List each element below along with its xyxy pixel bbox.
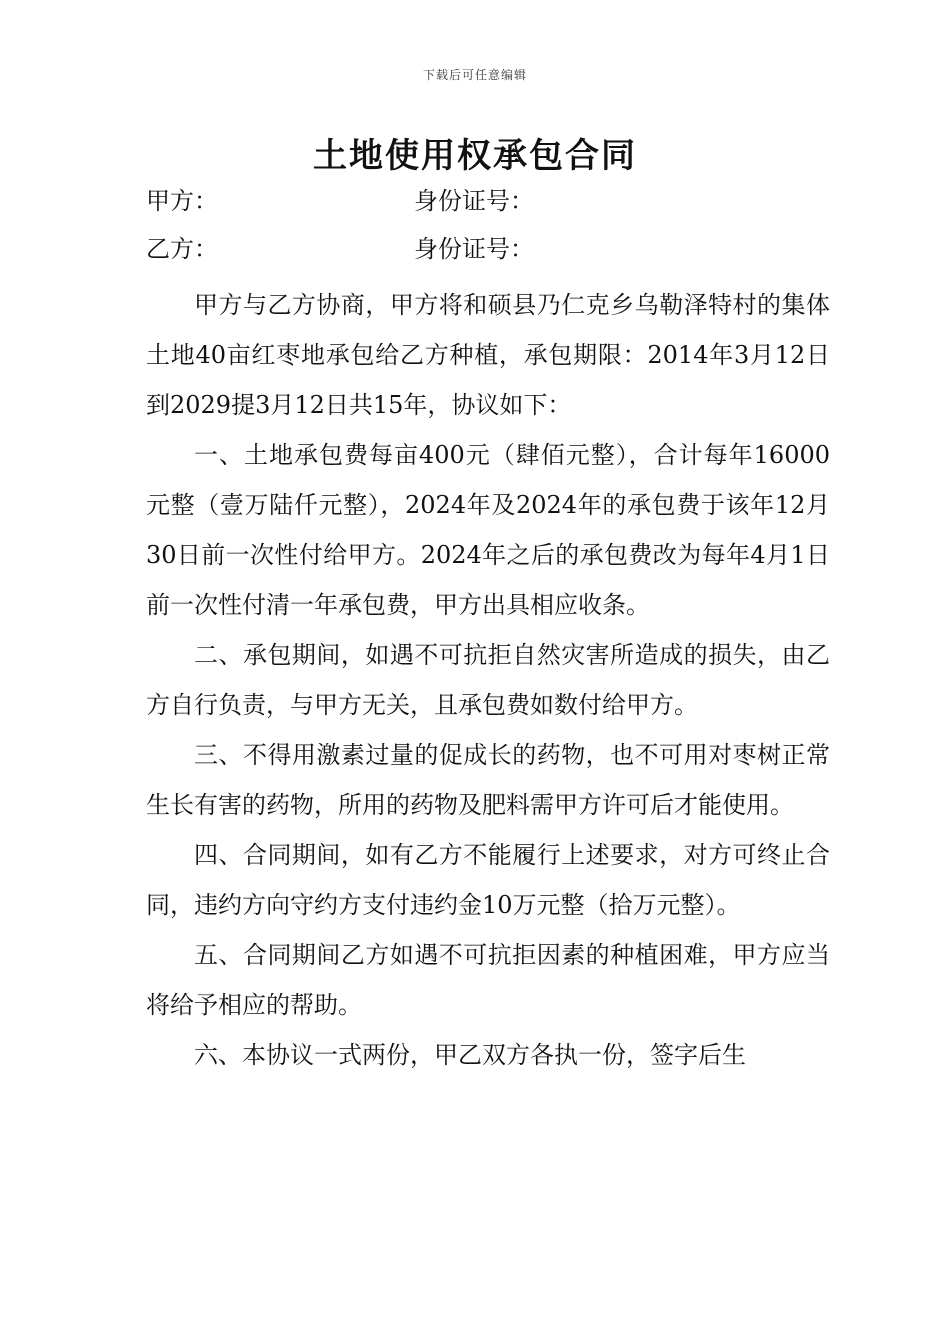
header-note: 下载后可任意编辑 — [422, 68, 527, 82]
party-a-id-label: 身份证号： — [414, 187, 534, 215]
clause-2-paragraph: 二、承包期间，如遇不可抗拒自然灾害所造成的损失，由乙方自行负责，与甲方无关，且承包费如数付给甲方。 — [146, 641, 830, 719]
clause-1-paragraph: 一、土地承包费每亩400元（肆佰元整），合计每年16000元整（壹万陆仟元整），2024年及2024年的承包费于该年12月30日前一次性付给甲方。2024年之后的承包费改为每年4月1日前一次性付清一年承包费，甲方出具相应收条。 — [146, 441, 830, 619]
clause-6-paragraph: 六、本协议一式两份，甲乙双方各执一份，签字后生 — [194, 1041, 746, 1069]
party-b-row — [146, 231, 846, 267]
intro-paragraph: 甲方与乙方协商，甲方将和硕县乃仁克乡乌勒泽特村的集体土地40亩红枣地承包给乙方种植，承包期限：2014年3月12日到2029提3月12日共15年，协议如下： — [146, 291, 830, 419]
party-b-id-label: 身份证号： — [414, 235, 534, 263]
clause-4-paragraph: 四、合同期间，如有乙方不能履行上述要求，对方可终止合同，违约方向守约方支付违约金10万元整（拾万元整）。 — [146, 841, 830, 919]
clause-3-paragraph: 三、不得用激素过量的促成长的药物，也不可用对枣树正常生长有害的药物，所用的药物及肥料需甲方许可后才能使用。 — [146, 741, 830, 819]
party-b-label: 乙方： — [146, 235, 218, 263]
clause-5-paragraph: 五、合同期间乙方如遇不可抗拒因素的种植困难，甲方应当将给予相应的帮助。 — [146, 941, 830, 1019]
document-title: 土地使用权承包合同 — [313, 136, 637, 176]
contract-body — [146, 280, 830, 1080]
party-a-row — [146, 183, 846, 219]
party-a-label: 甲方： — [146, 187, 218, 215]
